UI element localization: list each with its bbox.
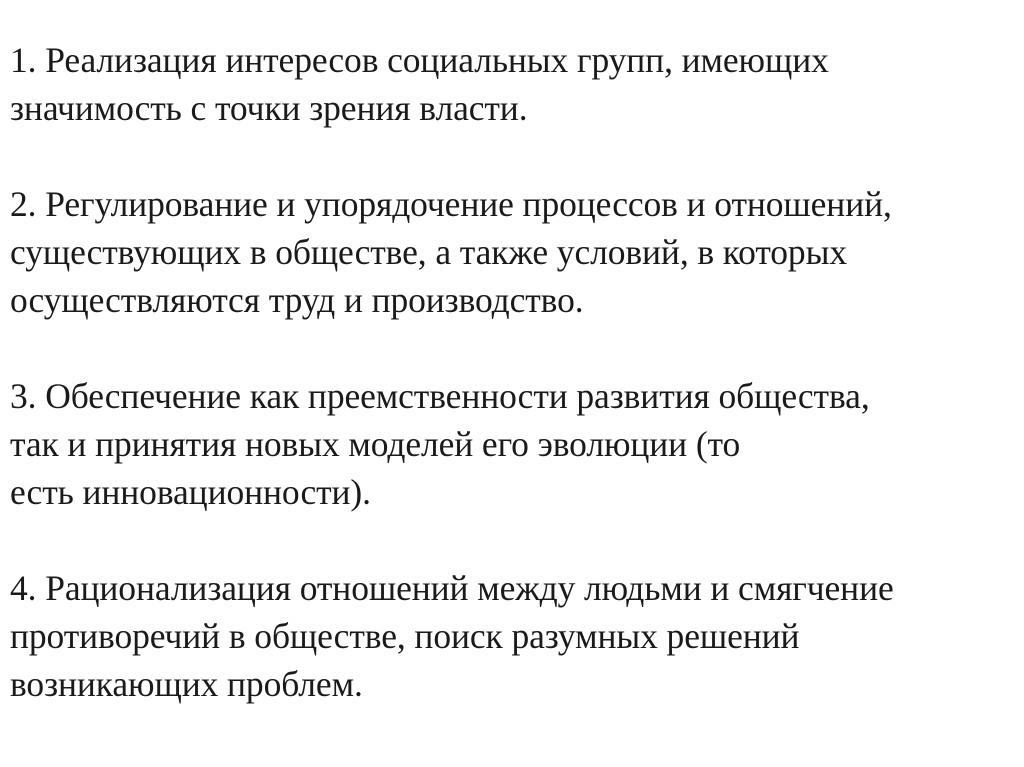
list-item-4-line-1: 4. Рационализация отношений между людьми и смягчение bbox=[10, 568, 894, 608]
list-item-1-line-2: значимость с точки зрения власти. bbox=[10, 88, 528, 128]
list-item-1 bbox=[10, 36, 1010, 132]
list-item-3 bbox=[10, 372, 1010, 516]
list-item-4-line-3: возникающих проблем. bbox=[10, 664, 363, 704]
list-item-2-line-2: существующих в обществе, а также условий, в которых bbox=[10, 232, 847, 272]
list-item-1-line-1: 1. Реализация интересов социальных групп, имеющих bbox=[10, 40, 829, 80]
list-item-2 bbox=[10, 180, 1010, 324]
list-item-2-line-3: осуществляются труд и производство. bbox=[10, 280, 584, 320]
list-item-3-line-1: 3. Обеспечение как преемственности развития общества, bbox=[10, 376, 870, 416]
list-item-4-line-2: противоречий в обществе, поиск разумных решений bbox=[10, 616, 800, 656]
list-item-3-line-3: есть инновационности). bbox=[10, 472, 371, 512]
list-item-3-line-2: так и принятия новых моделей его эволюции (то bbox=[10, 424, 741, 464]
list-item-2-line-1: 2. Регулирование и упорядочение процессов и отношений, bbox=[10, 184, 892, 224]
list-item-4 bbox=[10, 564, 1010, 708]
